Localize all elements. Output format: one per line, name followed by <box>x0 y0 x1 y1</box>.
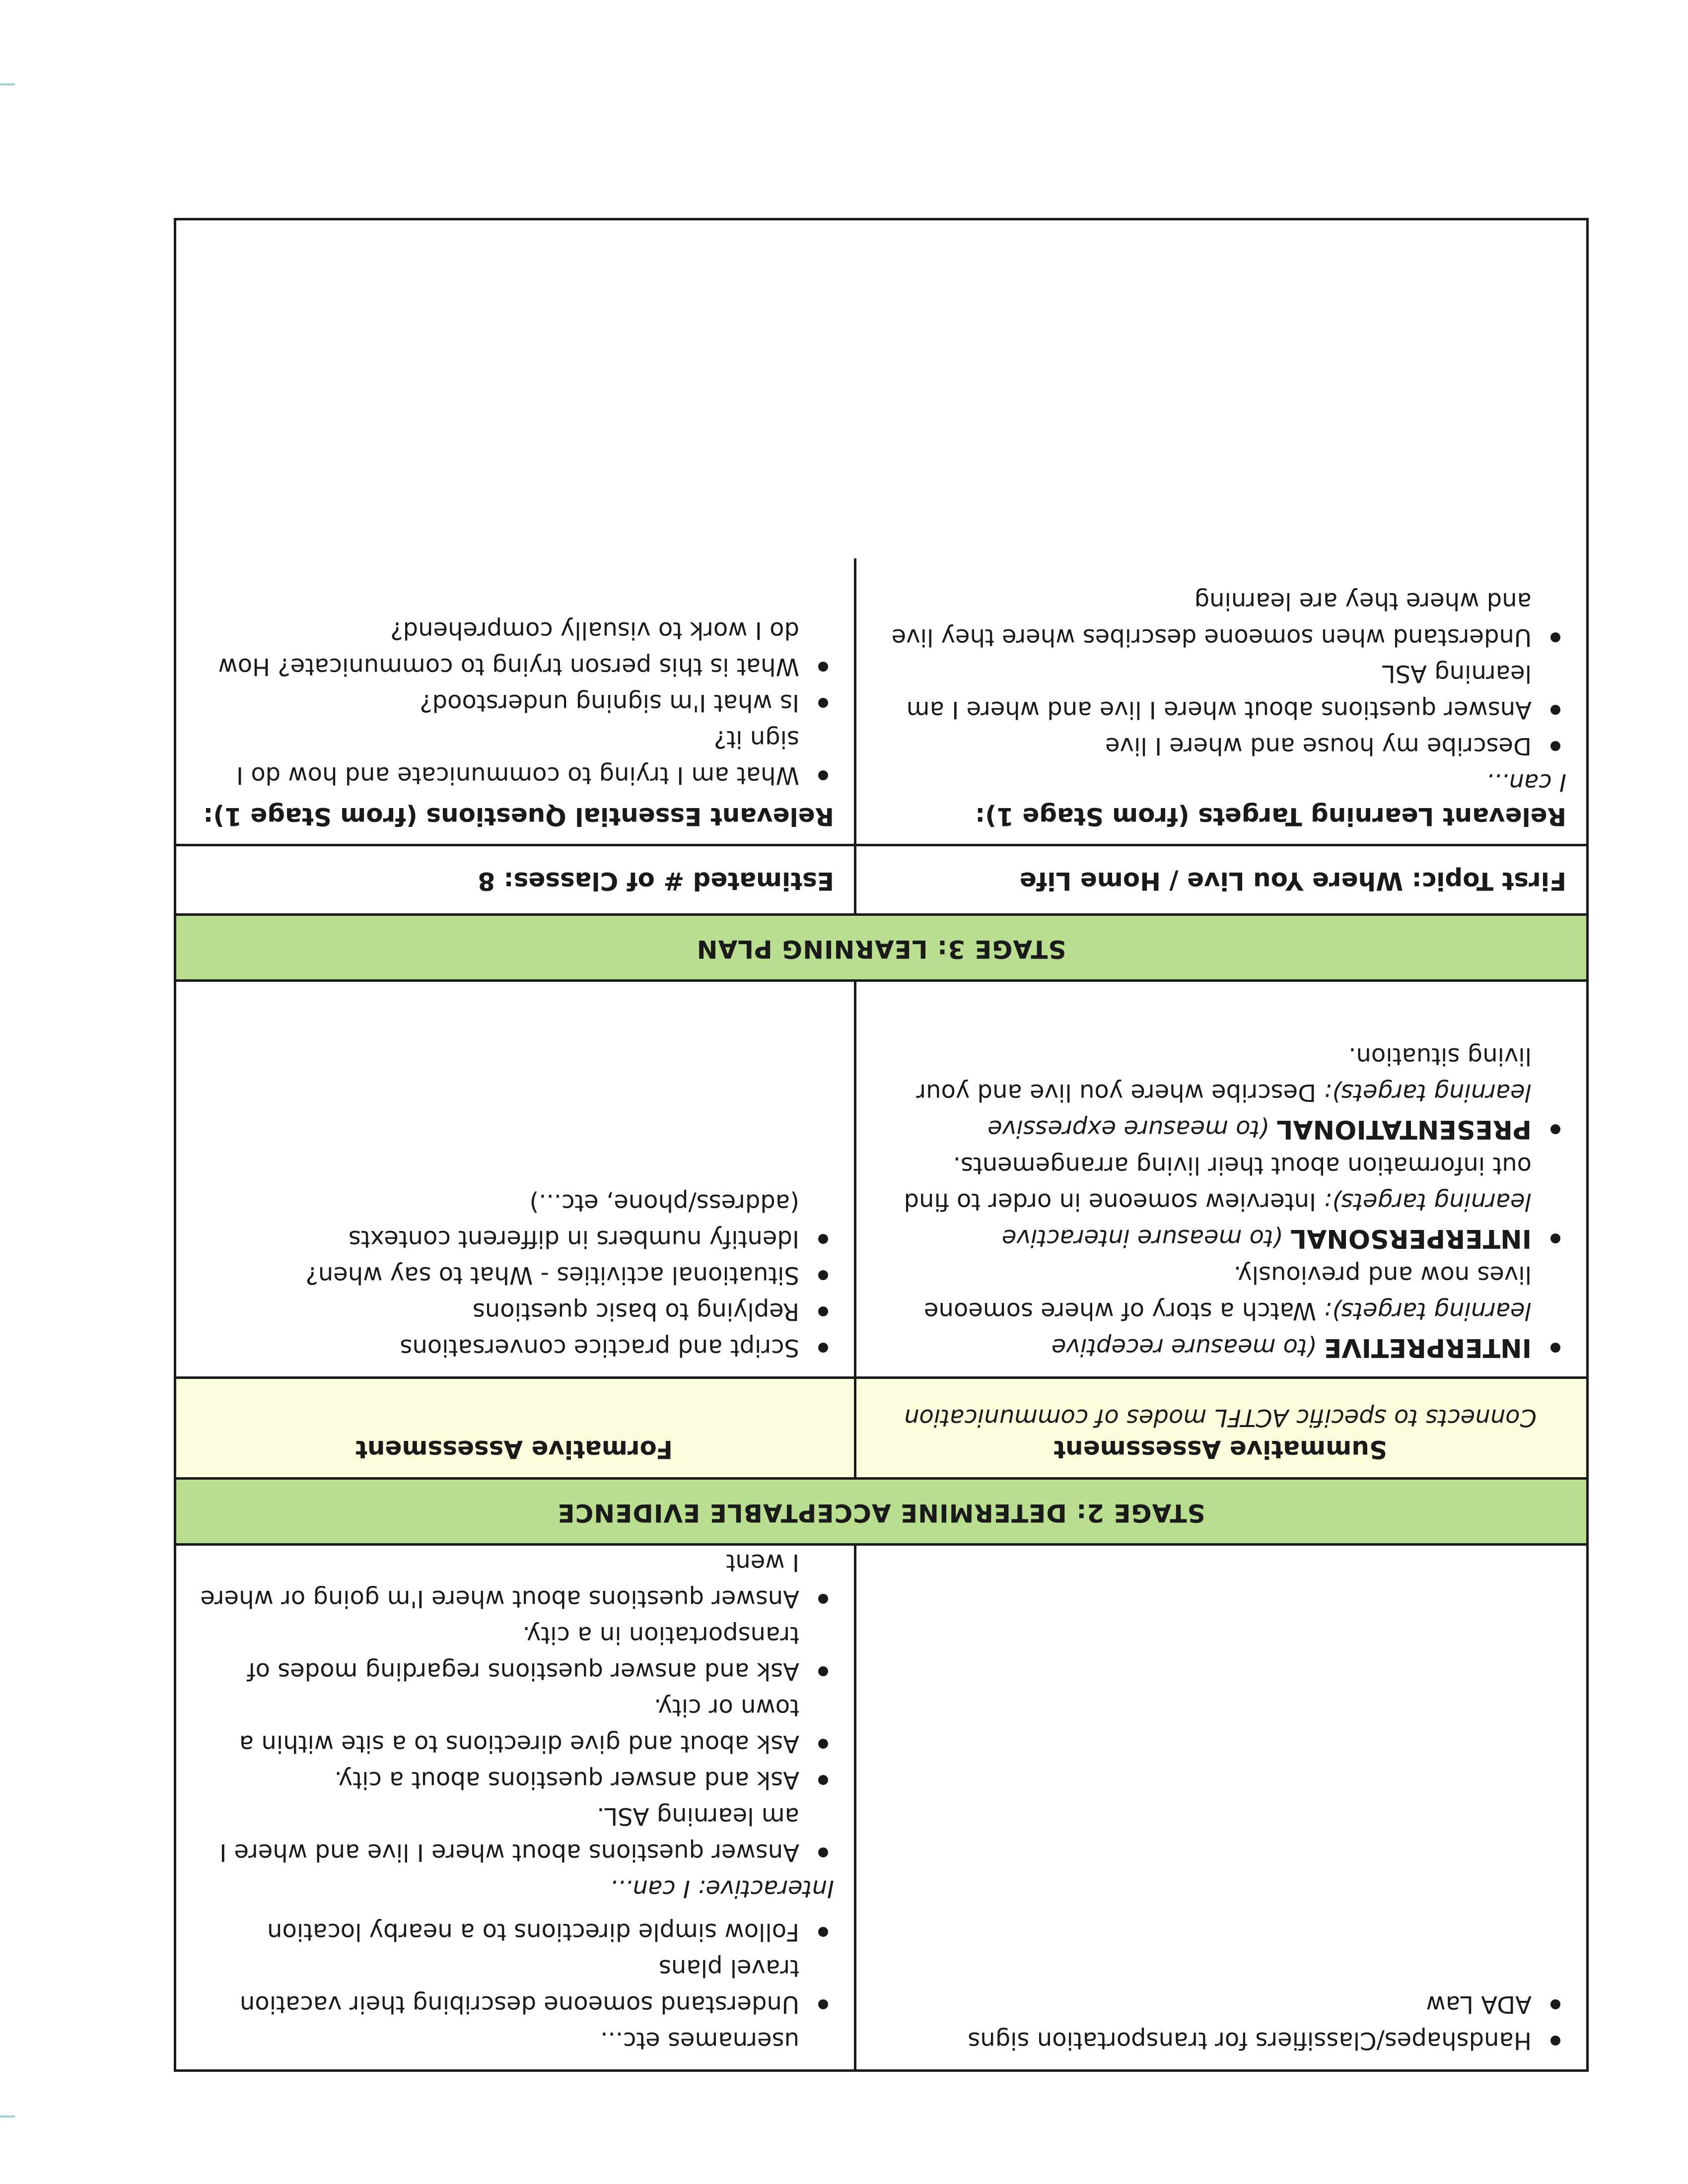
list-item: Answer questions about where I live and where I am learning ASL. <box>194 1798 799 1870</box>
list-item: Ask about and give directions to a site within a town or city. <box>194 1689 799 1762</box>
interactive-list <box>194 1544 834 1870</box>
stage2-band <box>176 1477 1586 1546</box>
list-item <box>874 1038 1532 1147</box>
formative-header-cell <box>176 1379 856 1477</box>
list-item: Identify numbers in different contexts (address/phone, etc...) <box>194 1184 799 1257</box>
stage2-title: STAGE 2: DETERMINE ACCEPTABLE EVIDENCE <box>557 1499 1205 1527</box>
list-item: What am I trying to communicate and how do I sign it? <box>194 721 799 793</box>
stage2-header-row <box>176 1379 1586 1477</box>
stage1-left-cell <box>856 1543 1586 2069</box>
learning-targets-list <box>874 583 1566 764</box>
list-item: Replying to basic questions <box>194 1293 799 1329</box>
list-item: Describe my house and where I live <box>874 728 1532 764</box>
mode-paren: (to measure receptive <box>1051 1333 1317 1361</box>
summative-title: Summative Assessment <box>1054 1435 1387 1464</box>
mode-name: PRESENTATIONAL <box>1276 1114 1532 1144</box>
stage2-content-row <box>176 982 1586 1379</box>
list-item: Ask and answer questions regarding modes of transportation in a city. <box>194 1617 799 1689</box>
mode-paren: (to measure expressive <box>987 1115 1269 1143</box>
list-item: Understand when someone describes where they live and where they are learning <box>874 583 1532 655</box>
summative-list <box>874 1038 1566 1365</box>
summative-header-cell <box>856 1379 1586 1477</box>
essential-questions-cell <box>176 558 856 844</box>
first-topic: First Topic: Where You Live / Home Life <box>1019 867 1566 895</box>
essential-questions-title: Relevant Essential Questions (from Stage 1): <box>203 802 834 831</box>
summative-subtitle: Connects to specific ACTFL modes of communication <box>904 1404 1537 1432</box>
stage3-topic-row <box>176 846 1586 913</box>
mode-lt: learning targets): <box>1324 1188 1532 1216</box>
list-item: Script and practice conversations <box>194 1329 799 1365</box>
stage1-left-list <box>874 1986 1566 2058</box>
mode-lt: learning targets): <box>1324 1079 1532 1106</box>
usernames-line: usernames etc... <box>600 2027 799 2054</box>
mode-name: INTERPRETIVE <box>1324 1333 1532 1363</box>
planning-table <box>174 218 1589 2072</box>
list-item <box>874 1147 1532 1256</box>
formative-title: Formative Assessment <box>355 1435 673 1464</box>
mode-desc: Interview someone in order to find out information about their living arrangements. <box>904 1152 1532 1216</box>
topic-cell <box>856 846 1586 913</box>
list-item: Understand someone describing their vacation travel plans <box>194 1950 799 2022</box>
classes-cell <box>176 846 856 913</box>
mode-desc: Describe where you live and your living situation. <box>916 1042 1532 1106</box>
list-item <box>874 1256 1532 1365</box>
mode-paren: (to measure interactive <box>1002 1224 1283 1252</box>
learning-targets-title: Relevant Learning Targets (from Stage 1): <box>975 802 1566 831</box>
stage3-targets-row <box>176 558 1586 846</box>
list-item: ADA Law <box>874 1986 1532 2022</box>
list-item: What is this person trying to communicate? How do I work to visually comprehend? <box>194 612 799 684</box>
mode-name: INTERPERSONAL <box>1290 1224 1532 1253</box>
stage1-right-cell <box>176 1543 856 2069</box>
mode-lt: learning targets): <box>1324 1297 1532 1325</box>
stage3-title: STAGE 3: LEARNING PLAN <box>696 935 1066 963</box>
learning-targets-lead: I can... <box>1486 768 1566 796</box>
summative-content-cell <box>856 982 1586 1376</box>
list-item: Ask and answer questions about a city. <box>194 1762 799 1798</box>
stage1-continued-row <box>176 1543 1586 2069</box>
learning-targets-cell <box>856 558 1586 844</box>
list-item: Is what I'm signing understood? <box>194 684 799 721</box>
mode-desc: Watch a story of where someone lives now and previously. <box>923 1261 1532 1325</box>
interactive-label: Interactive: I can... <box>610 1875 834 1903</box>
stage1-right-list <box>194 1913 834 2022</box>
list-item: Answer questions about where I'm going or where I went <box>194 1544 799 1617</box>
list-item: Answer questions about where I live and where I am learning ASL <box>874 655 1532 728</box>
stage3-band <box>176 913 1586 982</box>
list-item: Situational activities - What to say when? <box>194 1257 799 1293</box>
essential-questions-list <box>194 612 834 793</box>
formative-list <box>194 1184 834 1365</box>
list-item: Follow simple directions to a nearby location <box>194 1913 799 1950</box>
formative-content-cell <box>176 982 856 1376</box>
list-item: Handshapes/Classifiers for transportation signs <box>874 2022 1532 2058</box>
estimated-classes: Estimated # of Classes: 8 <box>478 867 834 895</box>
